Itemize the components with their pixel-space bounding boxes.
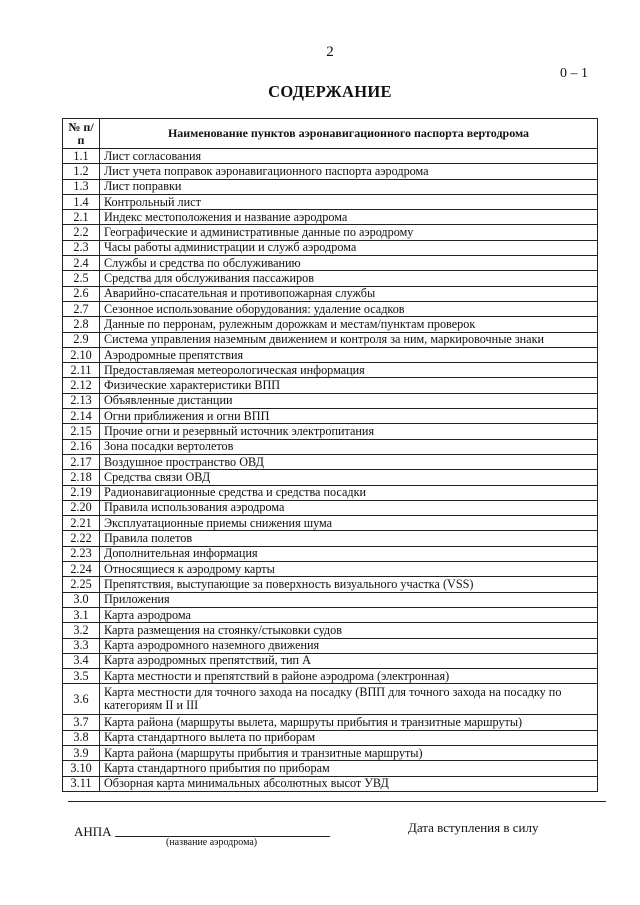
table-row xyxy=(63,592,598,607)
row-name: Карта аэродромного наземного движения xyxy=(100,638,598,653)
row-name: Данные по перронам, рулежным дорожкам и местам/пунктам проверок xyxy=(100,317,598,332)
table-row xyxy=(63,500,598,515)
row-number: 3.2 xyxy=(63,623,100,638)
table-row xyxy=(63,378,598,393)
row-number: 2.21 xyxy=(63,516,100,531)
row-number: 2.8 xyxy=(63,317,100,332)
row-number: 3.6 xyxy=(63,684,100,715)
row-name: Зона посадки вертолетов xyxy=(100,439,598,454)
row-name: Правила использования аэродрома xyxy=(100,500,598,515)
row-name: Эксплуатационные приемы снижения шума xyxy=(100,516,598,531)
row-name: Правила полетов xyxy=(100,531,598,546)
row-name: Географические и административные данные по аэродрому xyxy=(100,225,598,240)
row-number: 3.10 xyxy=(63,761,100,776)
row-number: 2.17 xyxy=(63,454,100,469)
table-row xyxy=(63,424,598,439)
table-row xyxy=(63,317,598,332)
row-name: Физические характеристики ВПП xyxy=(100,378,598,393)
table-row xyxy=(63,454,598,469)
footer-divider xyxy=(68,801,606,802)
row-name: Аварийно-спасательная и противопожарная службы xyxy=(100,286,598,301)
table-row xyxy=(63,715,598,730)
table-row xyxy=(63,409,598,424)
row-name: Лист учета поправок аэронавигационного паспорта аэродрома xyxy=(100,164,598,179)
row-number: 2.14 xyxy=(63,409,100,424)
row-name: Карта местности и препятствий в районе аэродрома (электронная) xyxy=(100,669,598,684)
table-row xyxy=(63,210,598,225)
row-number: 2.4 xyxy=(63,256,100,271)
table-row xyxy=(63,164,598,179)
row-number: 1.3 xyxy=(63,179,100,194)
table-row xyxy=(63,470,598,485)
table-row xyxy=(63,149,598,164)
table-row xyxy=(63,761,598,776)
table-row xyxy=(63,562,598,577)
table-row xyxy=(63,531,598,546)
table-row xyxy=(63,546,598,561)
row-number: 2.20 xyxy=(63,500,100,515)
row-number: 3.9 xyxy=(63,745,100,760)
row-number: 3.1 xyxy=(63,607,100,622)
row-name: Приложения xyxy=(100,592,598,607)
row-name: Карта района (маршруты прибытия и транзитные маршруты) xyxy=(100,745,598,760)
table-row xyxy=(63,577,598,592)
table-header-row xyxy=(63,119,598,149)
row-number: 2.6 xyxy=(63,286,100,301)
row-number: 2.10 xyxy=(63,347,100,362)
table-row xyxy=(63,179,598,194)
name-column-header: Наименование пунктов аэронавигационного паспорта вертодрома xyxy=(100,119,598,149)
row-name: Лист поправки xyxy=(100,179,598,194)
table-row xyxy=(63,301,598,316)
row-number: 2.11 xyxy=(63,363,100,378)
row-name: Средства для обслуживания пассажиров xyxy=(100,271,598,286)
row-name: Карта стандартного прибытия по приборам xyxy=(100,761,598,776)
row-name: Прочие огни и резервный источник электропитания xyxy=(100,424,598,439)
row-number: 2.7 xyxy=(63,301,100,316)
row-number: 2.9 xyxy=(63,332,100,347)
footer-airport-label: АНПА xyxy=(74,824,112,839)
row-number: 2.24 xyxy=(63,562,100,577)
row-name: Карта стандартного вылета по приборам xyxy=(100,730,598,745)
row-number: 2.15 xyxy=(63,424,100,439)
number-column-header: № п/п xyxy=(63,119,100,149)
row-name: Относящиеся к аэродрому карты xyxy=(100,562,598,577)
table-row xyxy=(63,485,598,500)
row-name: Сезонное использование оборудования: удаление осадков xyxy=(100,301,598,316)
row-name: Лист согласования xyxy=(100,149,598,164)
row-number: 2.16 xyxy=(63,439,100,454)
row-number: 3.7 xyxy=(63,715,100,730)
airport-name-caption: (название аэродрома) xyxy=(166,837,258,848)
row-number: 3.3 xyxy=(63,638,100,653)
table-row xyxy=(63,347,598,362)
table-row xyxy=(63,638,598,653)
revision-label: 0 – 1 xyxy=(560,66,588,81)
row-name: Карта аэродрома xyxy=(100,607,598,622)
page-number: 2 xyxy=(326,44,334,60)
row-number: 3.11 xyxy=(63,776,100,791)
row-number: 2.3 xyxy=(63,240,100,255)
table-row xyxy=(63,776,598,791)
table-row xyxy=(63,393,598,408)
table-row xyxy=(63,516,598,531)
row-number: 2.23 xyxy=(63,546,100,561)
row-number: 2.25 xyxy=(63,577,100,592)
table-row xyxy=(63,271,598,286)
row-name: Контрольный лист xyxy=(100,194,598,209)
row-number: 3.8 xyxy=(63,730,100,745)
row-name: Воздушное пространство ОВД xyxy=(100,454,598,469)
row-name: Огни приближения и огни ВПП xyxy=(100,409,598,424)
row-name: Система управления наземным движением и контроля за ним, маркировочные знаки xyxy=(100,332,598,347)
row-name: Карта размещения на стоянку/стыковки судов xyxy=(100,623,598,638)
row-name: Индекс местоположения и название аэродрома xyxy=(100,210,598,225)
row-name: Часы работы администрации и служб аэродрома xyxy=(100,240,598,255)
row-name: Препятствия, выступающие за поверхность визуального участка (VSS) xyxy=(100,577,598,592)
row-number: 2.2 xyxy=(63,225,100,240)
row-number: 1.4 xyxy=(63,194,100,209)
row-name: Радионавигационные средства и средства посадки xyxy=(100,485,598,500)
row-number: 3.4 xyxy=(63,653,100,668)
table-row xyxy=(63,684,598,715)
table-row xyxy=(63,745,598,760)
row-number: 2.18 xyxy=(63,470,100,485)
row-number: 2.5 xyxy=(63,271,100,286)
row-number: 3.5 xyxy=(63,669,100,684)
row-number: 1.2 xyxy=(63,164,100,179)
page-title: СОДЕРЖАНИЕ xyxy=(268,82,392,101)
row-number: 2.1 xyxy=(63,210,100,225)
table-row xyxy=(63,363,598,378)
table-row xyxy=(63,225,598,240)
row-name: Аэродромные препятствия xyxy=(100,347,598,362)
table-row xyxy=(63,607,598,622)
table-row xyxy=(63,623,598,638)
row-number: 1.1 xyxy=(63,149,100,164)
row-name: Карта района (маршруты вылета, маршруты прибытия и транзитные маршруты) xyxy=(100,715,598,730)
row-name: Дополнительная информация xyxy=(100,546,598,561)
table-row xyxy=(63,730,598,745)
table-row xyxy=(63,653,598,668)
table-row xyxy=(63,194,598,209)
row-name: Обзорная карта минимальных абсолютных высот УВД xyxy=(100,776,598,791)
row-name: Службы и средства по обслуживанию xyxy=(100,256,598,271)
table-row xyxy=(63,439,598,454)
row-number: 3.0 xyxy=(63,592,100,607)
row-name: Предоставляемая метеорологическая информация xyxy=(100,363,598,378)
row-name: Карта аэродромных препятствий, тип А xyxy=(100,653,598,668)
row-number: 2.13 xyxy=(63,393,100,408)
row-number: 2.12 xyxy=(63,378,100,393)
row-number: 2.19 xyxy=(63,485,100,500)
table-row xyxy=(63,332,598,347)
table-row xyxy=(63,240,598,255)
contents-table-body xyxy=(63,149,598,792)
table-row xyxy=(63,669,598,684)
row-number: 2.22 xyxy=(63,531,100,546)
effective-date-label: Дата вступления в силу xyxy=(408,820,539,835)
row-name: Объявленные дистанции xyxy=(100,393,598,408)
row-name: Карта местности для точного захода на посадку (ВПП для точного захода на посадку по категориям II и III xyxy=(100,684,598,715)
contents-table xyxy=(62,118,598,792)
table-row xyxy=(63,256,598,271)
row-name: Средства связи ОВД xyxy=(100,470,598,485)
table-row xyxy=(63,286,598,301)
